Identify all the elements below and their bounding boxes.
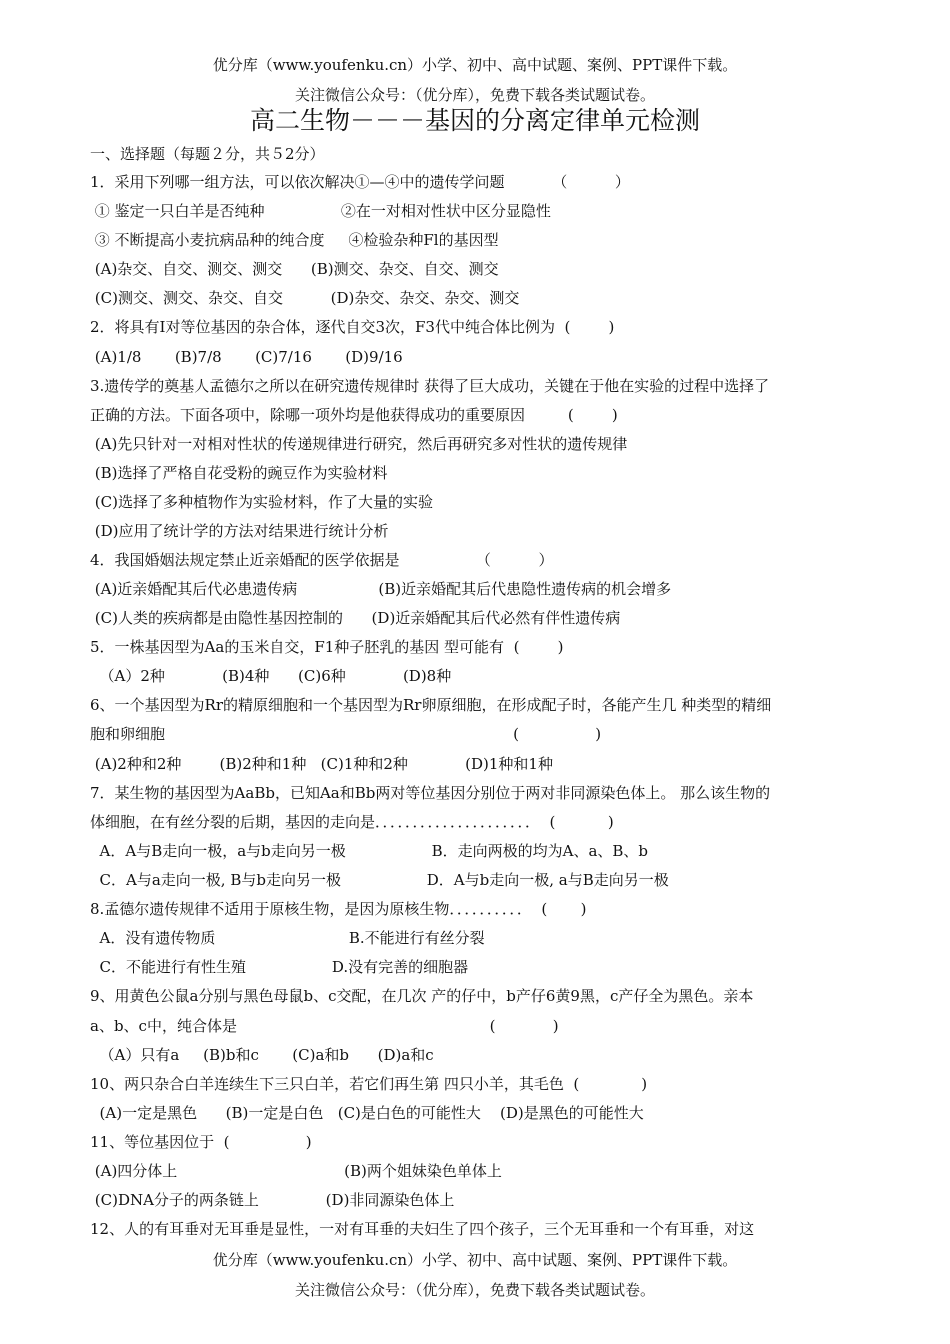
text-line: A．没有遗传物质 B.不能进行有丝分裂 [90, 929, 485, 947]
text-line: C．A与a走向一极, B与b走向另一极 D．A与b走向一极, a与B走向另一极 [90, 871, 669, 889]
text-line: 12、人的有耳垂对无耳垂是显性，一对有耳垂的夫妇生了四个孩子，三个无耳垂和一个有耳垂，对这 [90, 1220, 755, 1238]
footer-line-1: 优分库（www.youfenku.cn）小学、初中、高中试题、案例、PPT课件下载。 [212, 1251, 738, 1269]
text-line: 1．采用下列哪一组方法，可以依次解决①—④中的遗传学问题 （ ） [90, 173, 630, 191]
text-line: ① 鉴定一只白羊是否纯种 ②在一对相对性状中区分显隐性 [90, 202, 551, 220]
text-line: 11、等位基因位于 ( ) [90, 1133, 312, 1151]
text-line: 2．将具有I对等位基因的杂合体，逐代自交3次，F3代中纯合体比例为 ( ) [90, 318, 615, 336]
text-line: 10、两只杂合白羊连续生下三只白羊，若它们再生第 四只小羊，其毛色 ( ) [90, 1075, 648, 1093]
text-line: ③ 不断提高小麦抗病品种的纯合度 ④检验杂种Fl的基因型 [90, 231, 499, 249]
text-line: 正确的方法。下面各项中，除哪一项外均是他获得成功的重要原因 ( ) [90, 406, 618, 424]
text-line: (A)杂交、自交、测交、测交 (B)测交、杂交、自交、测交 [90, 260, 499, 278]
text-line: 8.孟德尔遗传规律不适用于原核生物，是因为原核生物．．．．．．．．．． ( ) [90, 900, 587, 918]
text-line: A．A与B走向一极，a与b走向另一极 B．走向两极的均为A、a、B、b [90, 842, 649, 860]
text-line: (C)DNA分子的两条链上 (D)非同源染色体上 [90, 1191, 455, 1209]
text-line: (A)近亲婚配其后代必患遗传病 (B)近亲婚配其后代患隐性遗传病的机会增多 [90, 580, 672, 598]
section-heading: 一、选择题（每题２分，共５2分） [90, 145, 325, 163]
text-line: （A）2种 (B)4种 (C)6种 (D)8种 [90, 667, 452, 685]
document-title: 高二生物－－－基因的分离定律单元检测 [249, 106, 700, 135]
text-line: 胞和卵细胞 ( ) [90, 725, 602, 743]
text-line: 体细胞，在有丝分裂的后期，基因的走向是．．．．．．．．．．．．．．．．．．．．． ( ) [90, 813, 614, 831]
text-line: 5．一株基因型为Aa的玉米自交，F1种子胚乳的基因 型可能有 ( ) [90, 638, 564, 656]
text-line: 7．某生物的基因型为AaBb，已知Aa和Bb两对等位基因分别位于两对非同源染色体上。 那么该生物的 [90, 784, 771, 802]
text-line: 6、一个基因型为Rr的精原细胞和一个基因型为Rr卵原细胞，在形成配子时，各能产生几 种类型的精细 [90, 696, 772, 714]
text-line: 3.遗传学的奠基人孟德尔之所以在研究遗传规律时 获得了巨大成功，关键在于他在实验的过程中选择了 [90, 377, 770, 395]
text-line: (A)一定是黑色 (B)一定是白色 (C)是白色的可能性大 (D)是黑色的可能性大 [90, 1104, 644, 1122]
text-line: C．不能进行有性生殖 D.没有完善的细胞器 [90, 958, 469, 976]
footer-line-2: 关注微信公众号：（优分库），免费下载各类试题试卷。 [294, 1281, 655, 1299]
text-line: 9、用黄色公鼠a分别与黑色母鼠b、c交配，在几次 产的仔中，b产仔6黄9黑，c产仔全为黑色。亲本 [90, 987, 754, 1005]
text-line: (A)四分体上 (B)两个姐妹染色单体上 [90, 1162, 502, 1180]
text-line: 4．我国婚姻法规定禁止近亲婚配的医学依据是 （ ） [90, 551, 554, 569]
text-line: (A)1/8 (B)7/8 (C)7/16 (D)9/16 [90, 348, 403, 366]
text-line: (A)2种和2种 (B)2种和1种 (C)1种和2种 (D)1种和1种 [90, 755, 553, 773]
header-line-2: 关注微信公众号：（优分库），免费下载各类试题试卷。 [294, 86, 655, 104]
text-line: (C)测交、测交、杂交、自交 (D)杂交、杂交、杂交、测交 [90, 289, 520, 307]
text-line: (A)先只针对一对相对性状的传递规律进行研究，然后再研究多对性状的遗传规律 [90, 435, 628, 453]
text-line: (C)选择了多种植物作为实验材料，作了大量的实验 [90, 493, 433, 511]
header-line-1: 优分库（www.youfenku.cn）小学、初中、高中试题、案例、PPT课件下载。 [212, 56, 738, 74]
text-line: (C)人类的疾病都是由隐性基因控制的 (D)近亲婚配其后代必然有伴性遗传病 [90, 609, 621, 627]
text-line: （A）只有a (B)b和c (C)a和b (D)a和c [90, 1046, 434, 1064]
text-line: (D)应用了统计学的方法对结果进行统计分析 [90, 522, 389, 540]
text-line: (B)选择了严格自花受粉的豌豆作为实验材料 [90, 464, 388, 482]
text-line: a、b、c中，纯合体是 ( ) [90, 1017, 559, 1035]
